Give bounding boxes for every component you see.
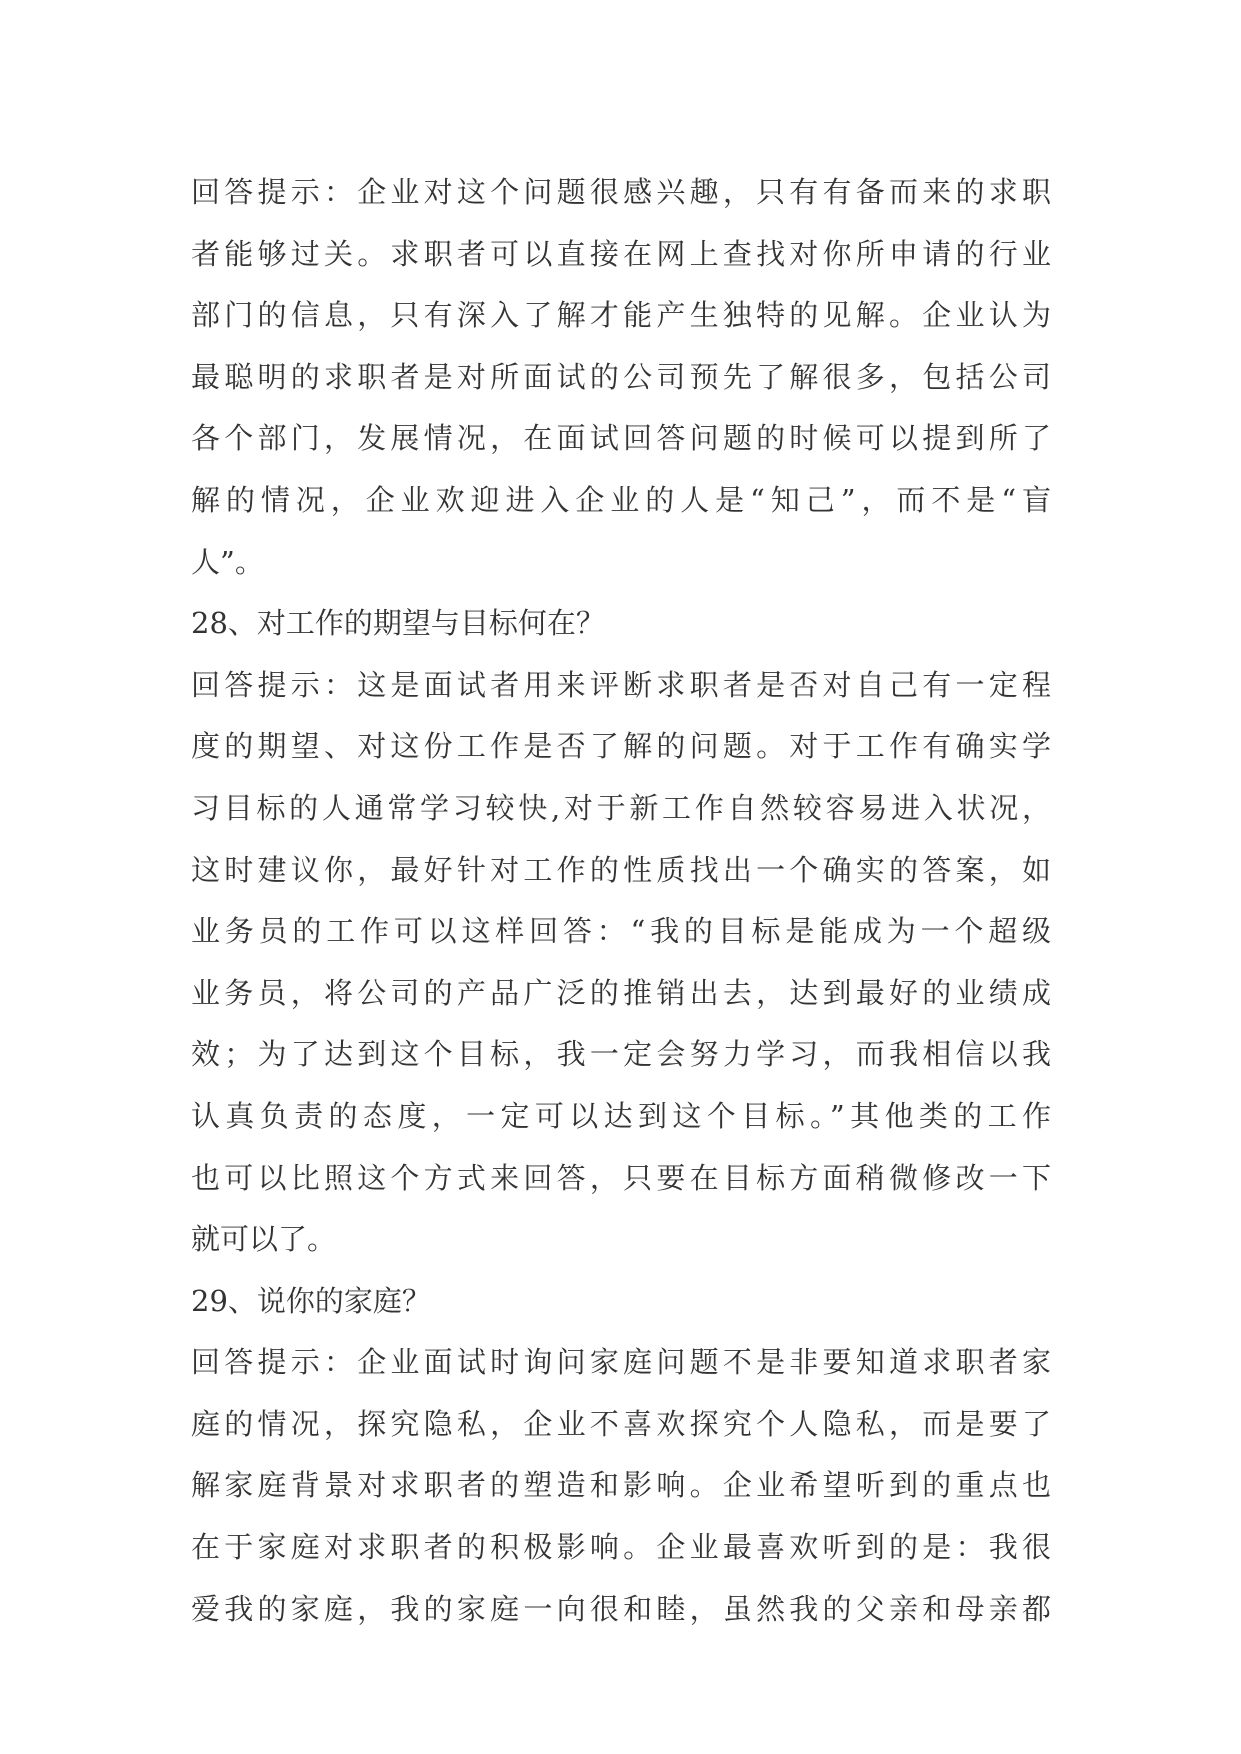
- text-line: 解家庭背景对求职者的塑造和影响。企业希望听到的重点也: [191, 1468, 1051, 1503]
- text-line: 习目标的人通常学习较快,对于新工作自然较容易进入状况，: [191, 790, 1051, 825]
- text-line: 在于家庭对求职者的积极影响。企业最喜欢听到的是：我很: [191, 1530, 1051, 1565]
- text-line: 各个部门，发展情况，在面试回答问题的时候可以提到所了: [191, 421, 1051, 456]
- text-line: 者能够过关。求职者可以直接在网上查找对你所申请的行业: [191, 236, 1051, 271]
- text-line: 业务员的工作可以这样回答：“我的目标是能成为一个超级: [191, 914, 1051, 949]
- text-line: 庭的情况，探究隐私，企业不喜欢探究个人隐私，而是要了: [191, 1406, 1051, 1441]
- document-body: [191, 162, 1051, 1640]
- text-line: 29、说你的家庭？: [191, 1283, 431, 1318]
- text-line: 28、对工作的期望与目标何在？: [191, 606, 605, 641]
- text-line: 回答提示：企业对这个问题很感兴趣，只有有备而来的求职: [191, 175, 1051, 209]
- text-line: 最聪明的求职者是对所面试的公司预先了解很多，包括公司: [191, 359, 1051, 394]
- text-line: 爱我的家庭，我的家庭一向很和睦，虽然我的父亲和母亲都: [191, 1591, 1051, 1626]
- text-line: 这时建议你，最好针对工作的性质找出一个确实的答案，如: [191, 852, 1051, 887]
- text-line: 回答提示：这是面试者用来评断求职者是否对自己有一定程: [191, 667, 1051, 702]
- text-line: 认真负责的态度，一定可以达到这个目标。”其他类的工作: [191, 1098, 1051, 1133]
- text-line: 就可以了。: [191, 1222, 337, 1257]
- text-line: 回答提示：企业面试时询问家庭问题不是非要知道求职者家: [191, 1345, 1051, 1380]
- text-line: 解的情况，企业欢迎进入企业的人是“知己”，而不是“盲: [191, 482, 1051, 517]
- text-line: 也可以比照这个方式来回答，只要在目标方面稍微修改一下: [191, 1160, 1051, 1195]
- text-line: 业务员，将公司的产品广泛的推销出去，达到最好的业绩成: [191, 975, 1051, 1010]
- text-line: 度的期望、对这份工作是否了解的问题。对于工作有确实学: [191, 729, 1051, 764]
- text-line: 部门的信息，只有深入了解才能产生独特的见解。企业认为: [191, 298, 1051, 333]
- text-line: 人”。: [191, 544, 264, 579]
- text-line: 效；为了达到这个目标，我一定会努力学习，而我相信以我: [191, 1037, 1051, 1072]
